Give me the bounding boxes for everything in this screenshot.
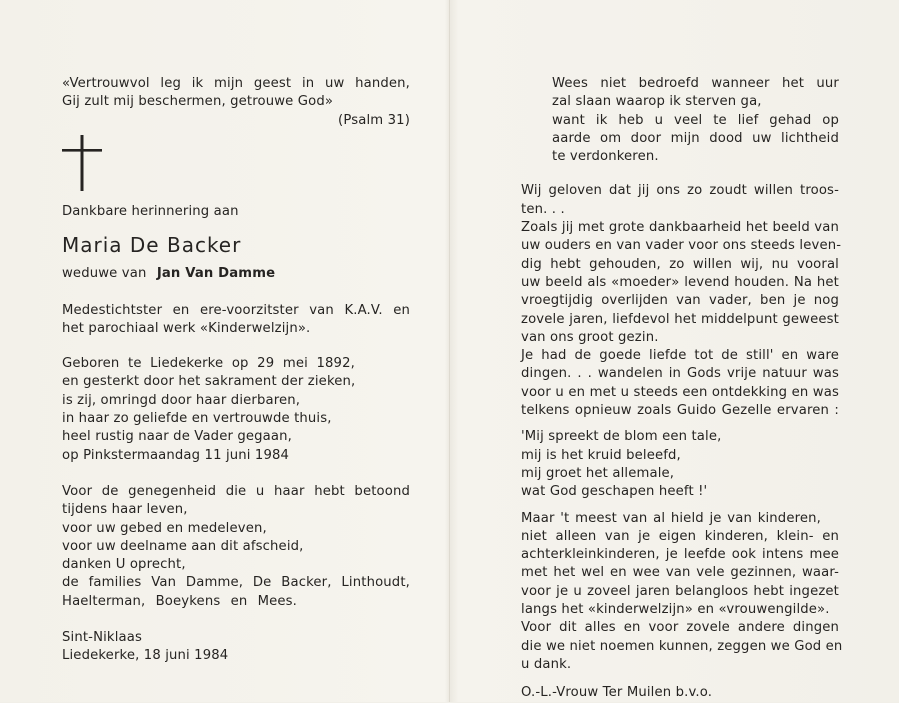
right-panel: [521, 75, 843, 703]
tribute-line: zovele jaren, liefdevol het middelpunt geweest: [521, 311, 839, 327]
bio-block: [62, 355, 410, 465]
tribute-line: Voor dit alles en voor zovele andere dingen: [521, 620, 839, 636]
tribute-paragraph-1: [521, 182, 842, 420]
thanks-line: danken U oprecht,: [62, 557, 186, 573]
quote-line: mij is het kruid beleefd,: [521, 447, 681, 463]
verse-line: want ik heb u veel te lief gehad op: [552, 112, 839, 128]
printer-credit: O.-L.-Vrouw Ter Muilen b.v.o.: [521, 685, 713, 701]
psalm-line-1: «Vertrouwvol leg ik mijn geest in uw handen,: [62, 76, 410, 91]
tribute-line: Zoals jij met grote dankbaarheid het beeld van: [521, 220, 839, 236]
tribute-line: dingen. . . wandelen in Gods vrije natuur was: [521, 366, 839, 382]
left-panel: [62, 75, 410, 130]
tribute-line: niet alleen van je eigen kinderen, klein- en: [521, 528, 839, 544]
tribute-line: achterkleinkinderen, je leefde ook intens mee: [521, 547, 839, 563]
bio-line: en gesterkt door het sakrament der zieken,: [62, 374, 356, 390]
quote-line: 'Mij spreekt de blom een tale,: [521, 429, 722, 445]
bio-line: op Pinkstermaandag 11 juni 1984: [62, 447, 290, 463]
tribute-line: uw beeld als «moeder» levend houden. Na het: [521, 274, 839, 290]
fold-line: [449, 0, 450, 702]
tribute-line: Wij geloven dat jij ons zo zoudt willen troos-: [521, 183, 839, 199]
thanks-line: tijdens haar leven,: [62, 502, 188, 518]
tribute-line: Je had de goede liefde tot de still' en ware: [521, 348, 839, 364]
verse-line: te verdonkeren.: [552, 149, 659, 165]
tribute-line: van ons groot gezin.: [521, 329, 659, 345]
widow-prefix: weduwe van: [62, 266, 147, 282]
tribute-line: met het wel en wee van vele gezinnen, waar-: [521, 565, 839, 581]
tribute-line: voor u en met u steeds een ontdekking en was: [521, 384, 839, 400]
tribute-line: voor je u zoveel jaren belangloos hebt ingezet: [521, 583, 839, 599]
bio-line: in haar zo geliefde en vertrouwde thuis,: [62, 411, 332, 427]
tribute-paragraph-2: [521, 510, 843, 675]
thanks-block: [62, 483, 410, 611]
deceased-name: Maria De Backer: [62, 233, 242, 258]
tribute-line: vroegtijdig overlijden van vader, ben je nog: [521, 293, 839, 309]
intro-text: Dankbare herinnering aan: [62, 204, 239, 219]
quote-line: wat God geschapen heeft !': [521, 484, 708, 500]
tribute-line: Maar 't meest van al hield je van kinderen,: [521, 510, 821, 526]
latin-cross-icon: [62, 135, 102, 191]
quote-line: mij groet het allemale,: [521, 465, 675, 481]
thanks-line: voor uw deelname aan dit afscheid,: [62, 538, 304, 554]
left-panel-main: [62, 203, 410, 666]
place-line: Sint-Niklaas: [62, 630, 142, 646]
bio-line: heel rustig naar de Vader gegaan,: [62, 429, 292, 445]
bio-line: is zij, omringd door haar dierbaren,: [62, 392, 301, 408]
tribute-line: ten. . .: [521, 201, 565, 217]
founder-block: [62, 302, 410, 339]
founder-line-1: Medestichtster en ere-voorzitster van K.A.V. en: [62, 302, 410, 318]
bio-line: Geboren te Liedekerke op 29 mei 1892,: [62, 356, 355, 372]
verse-line: Wees niet bedroefd wanneer het uur: [552, 76, 839, 91]
gezelle-quote: [521, 428, 839, 501]
psalm-reference: (Psalm 31): [338, 112, 410, 128]
verse-line: aarde om door mijn dood uw lichtheid: [552, 130, 839, 146]
place-date-line: Liedekerke, 18 juni 1984: [62, 648, 229, 664]
founder-line-2: het parochiaal werk «Kinderwelzijn».: [62, 320, 311, 336]
thanks-line: voor uw gebed en medeleven,: [62, 520, 267, 536]
tribute-line: die we niet noemen kunnen, zeggen we God en: [521, 638, 843, 654]
tribute-line: u dank.: [521, 656, 572, 672]
widow-name: Jan Van Damme: [156, 266, 276, 282]
verse-block: [552, 75, 839, 166]
psalm-line-2: Gij zult mij beschermen, getrouwe God»: [62, 94, 334, 110]
tribute-line: dig hebt gehouden, zo willen wij, nu vooral: [521, 256, 839, 272]
tribute-line: telkens opnieuw zoals Guido Gezelle ervaren :: [521, 403, 839, 419]
tribute-line: langs het «kinderwelzijn» en «vrouwengilde».: [521, 602, 830, 618]
verse-line: zal slaan waarop ik sterven ga,: [552, 94, 762, 110]
widow-line: [62, 265, 410, 283]
thanks-line: Haelterman, Boeykens en Mees.: [62, 593, 297, 609]
thanks-line: de families Van Damme, De Backer, Linthoudt,: [62, 575, 410, 591]
tribute-line: uw ouders en van vader voor ons steeds leven-: [521, 238, 842, 254]
thanks-line: Voor de genegenheid die u haar hebt betoond: [62, 483, 410, 499]
place-date-block: [62, 629, 410, 666]
